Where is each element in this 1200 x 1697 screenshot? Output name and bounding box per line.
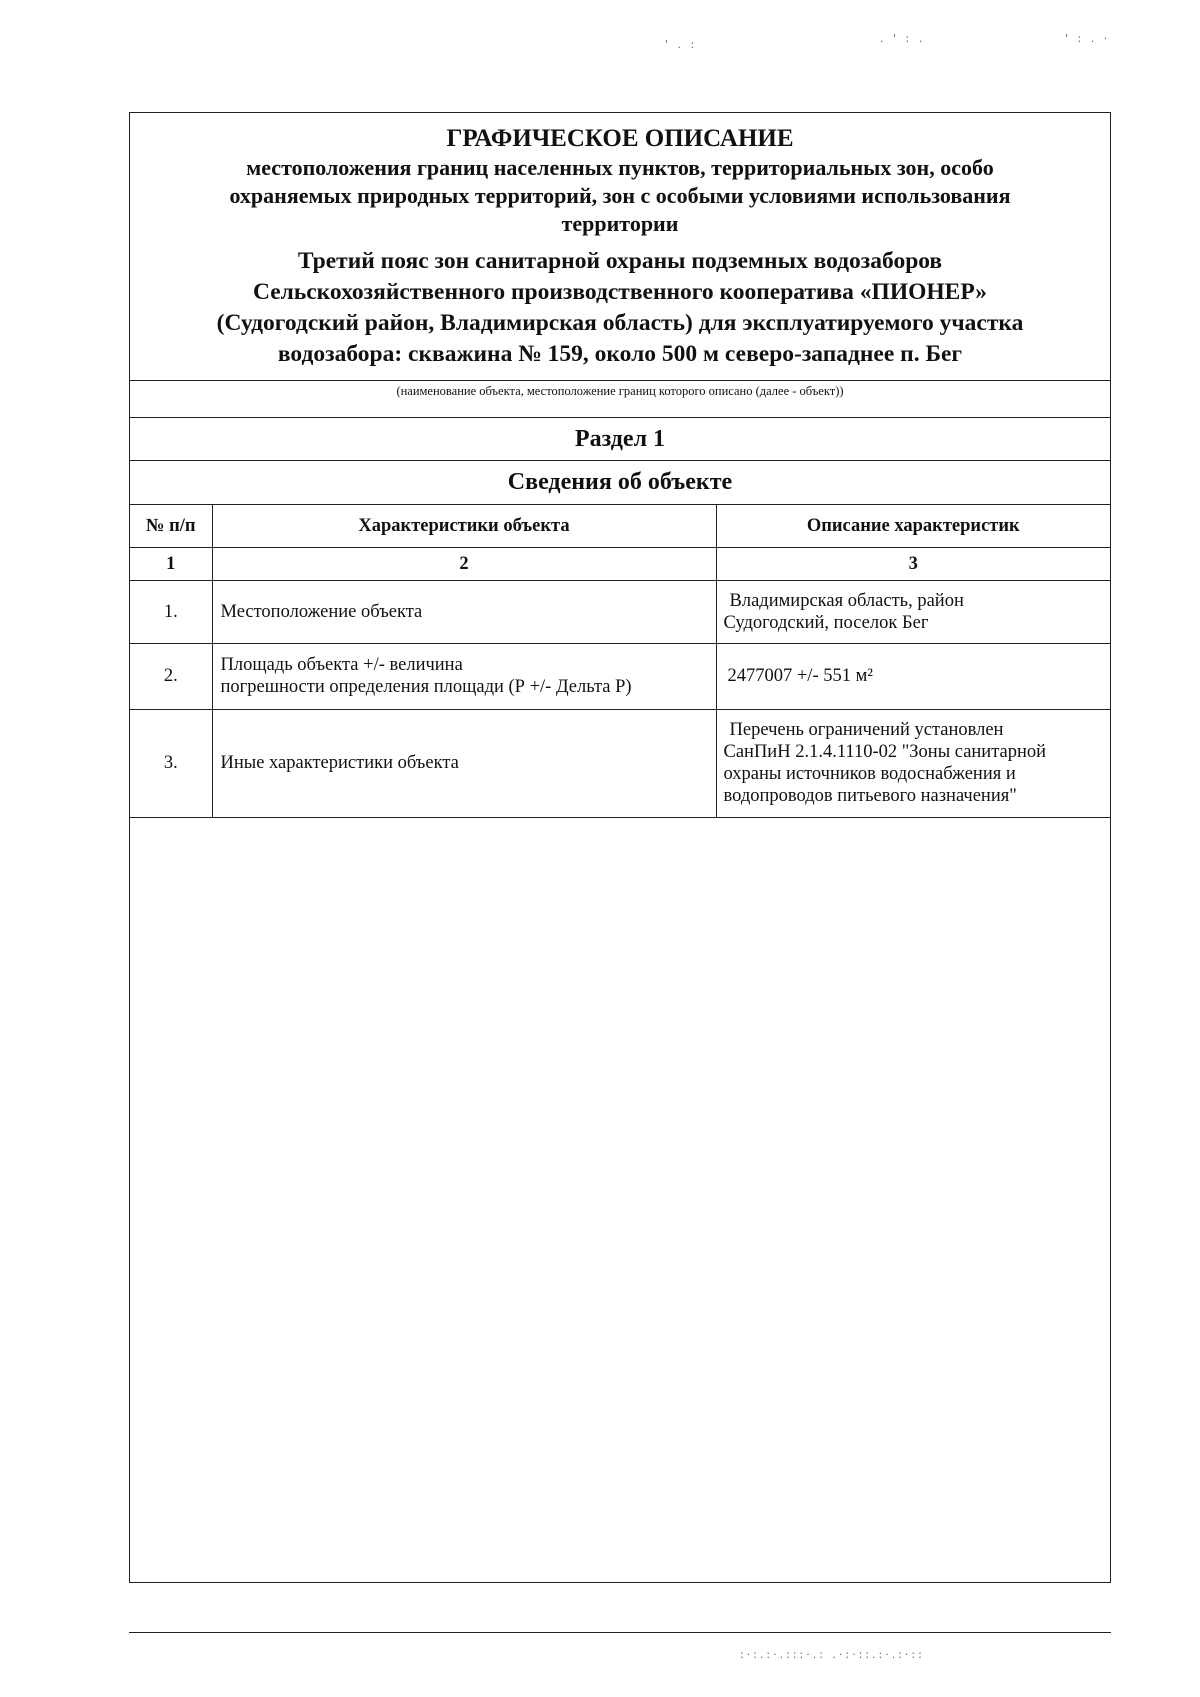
object-note: (наименование объекта, местоположение границ которого описано (далее - объект)) (130, 381, 1110, 418)
object-name-line: Сельскохозяйственного производственного кооператива «ПИОНЕР» (252, 279, 988, 305)
document-subtitle (130, 154, 1110, 238)
description-line: Судогодский, поселок Бег (723, 612, 929, 633)
document-title: ГРАФИЧЕСКОЕ ОПИСАНИЕ (446, 125, 794, 152)
table-row (130, 643, 1110, 709)
subtitle-line: территории (561, 211, 679, 236)
row-description (716, 580, 1110, 643)
column-header: Описание характеристик (716, 505, 1110, 547)
column-header: Характеристики объекта (212, 505, 716, 547)
row-description (716, 643, 1110, 709)
description-line: СанПиН 2.1.4.1110-02 "Зоны санитарной (723, 742, 1047, 762)
row-number: 2. (130, 643, 212, 709)
description-line: 2477007 +/- 551 м² (727, 666, 873, 686)
subtitle-line: местоположения границ населенных пунктов, территориальных зон, особо (246, 155, 994, 180)
document-frame (129, 112, 1111, 1583)
document-header (130, 113, 1110, 381)
description-line: Перечень ограничений установлен (729, 720, 1004, 740)
table-row (130, 580, 1110, 643)
footer-rule (129, 1632, 1111, 1633)
column-header: № п/п (130, 505, 212, 547)
column-number: 1 (130, 547, 212, 580)
subtitle-line: охраняемых природных территорий, зон с особыми условиями использования (229, 183, 1011, 208)
description-line: водопроводов питьевого назначения" (723, 786, 1017, 806)
column-number: 3 (716, 547, 1110, 580)
scan-artifact: ' . : (665, 38, 698, 51)
section-title: Раздел 1 (130, 418, 1110, 461)
column-number: 2 (212, 547, 716, 580)
characteristic-line: погрешности определения площади (Р +/- Дельта Р) (220, 677, 632, 697)
row-characteristic (212, 709, 716, 817)
row-number: 3. (130, 709, 212, 817)
row-description (716, 709, 1110, 817)
object-name-line: водозабора: скважина № 159, около 500 м северо-западнее п. Бег (277, 341, 963, 367)
column-number-row (130, 547, 1110, 580)
description-line: Владимирская область, район (729, 590, 964, 611)
row-characteristic (212, 580, 716, 643)
section-subtitle: Сведения об объекте (130, 461, 1110, 505)
object-name (130, 246, 1110, 370)
row-characteristic (212, 643, 716, 709)
object-info-table (130, 505, 1110, 818)
object-name-line: (Судогодский район, Владимирская область) для эксплуатируемого участка (216, 310, 1024, 336)
table-row (130, 709, 1110, 817)
object-name-line: Третий пояс зон санитарной охраны подземных водозаборов (297, 248, 943, 274)
scan-artifact: . ' : . (880, 32, 926, 45)
description-line: охраны источников водоснабжения и (723, 764, 1016, 784)
scan-artifact: ' : . · (1065, 32, 1111, 45)
row-number: 1. (130, 580, 212, 643)
scan-artifact: :·:.:·.:::·.: .·:·::.:·.:·:: (740, 1648, 925, 1661)
table-header-row (130, 505, 1110, 547)
characteristic-line: Местоположение объекта (220, 601, 423, 622)
characteristic-line: Площадь объекта +/- величина (220, 655, 463, 675)
characteristic-line: Иные характеристики объекта (220, 753, 459, 773)
